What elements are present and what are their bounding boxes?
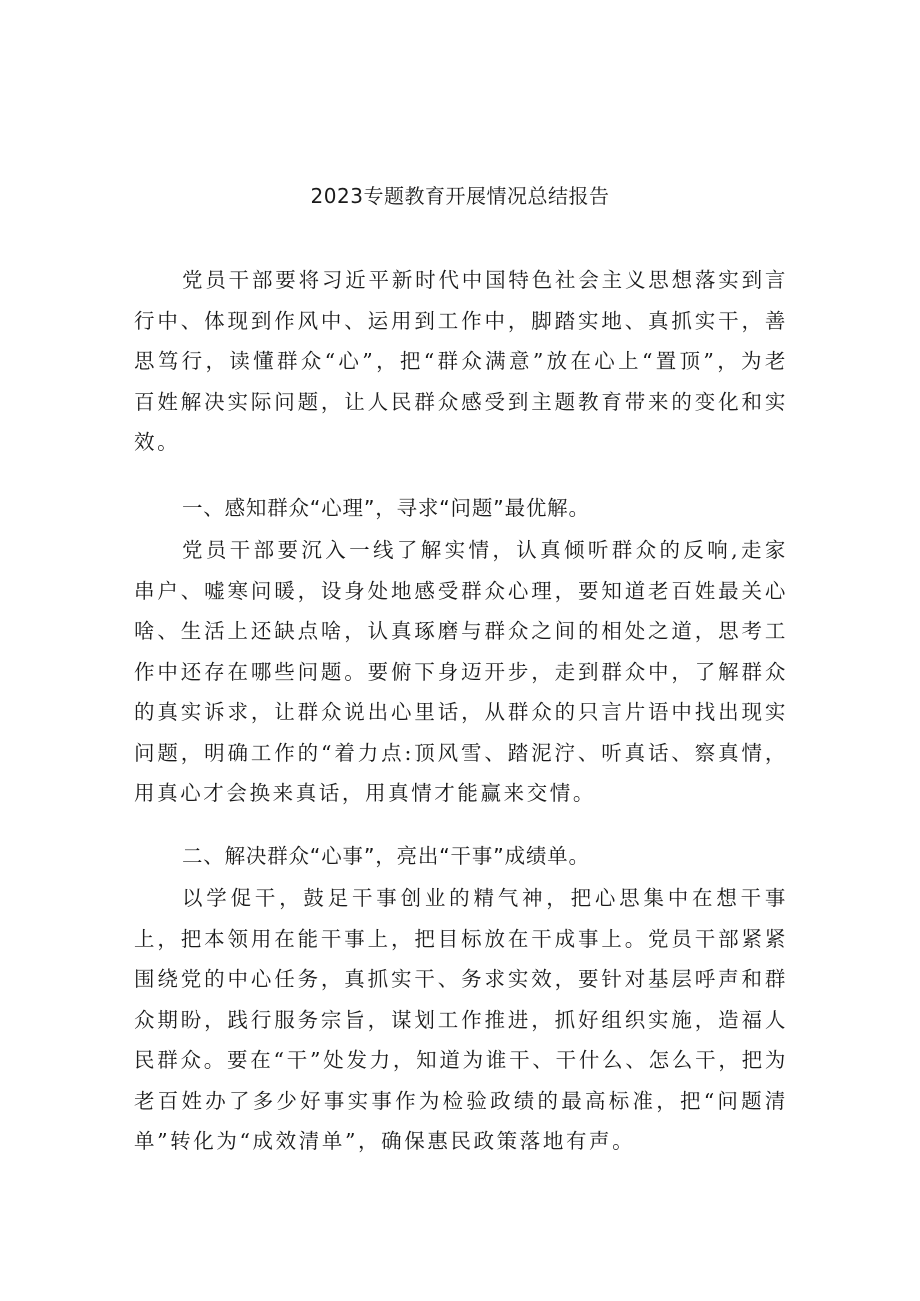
section-one-paragraph: 党员干部要沉入一线了解实情，认真倾听群众的反响,走家串户、嘘寒问暖，设身处地感受群众心理，要知道老百姓最关心啥、生活上还缺点啥，认真琢磨与群众之间的相处之道，思考工作中还存在哪些问题。要俯下身迈开步，走到群众中，了解群众的真实诉求，让群众说出心里话，从群众的只言片语中找出现实问题，明确工作的“着力点:顶风雪、踏泥泞、听真话、察真情，用真心才会换来真话，用真情才能赢来交情。 <box>134 538 788 805</box>
section-two-heading: 二、解决群众“心事”，亮出“干事”成绩单。 <box>182 844 590 868</box>
section-two-paragraph: 以学促干，鼓足干事创业的精气神，把心思集中在想干事上，把本领用在能干事上，把目标放在干成事上。党员干部紧紧围绕党的中心任务，真抓实干、务求实效，要针对基层呼声和群众期盼，践行服务宗旨，谋划工作推进，抓好组织实施，造福人民群众。要在“干”处发力，知道为谁干、干什么、怎么干，把为老百姓办了多少好事实事作为检验政绩的最高标准，把“问题清单”转化为“成效清单”，确保惠民政策落地有声。 <box>134 886 788 1153</box>
intro-paragraph: 党员干部要将习近平新时代中国特色社会主义思想落实到言行中、体现到作风中、运用到工作中，脚踏实地、真抓实干，善思笃行，读懂群众“心”，把“群众满意”放在心上“置顶”，为老百姓解决实际问题，让人民群众感受到主题教育带来的变化和实效。 <box>134 268 788 454</box>
section-one-heading: 一、感知群众“心理”，寻求“问题”最优解。 <box>182 496 590 520</box>
document-title: 2023专题教育开展情况总结报告 <box>310 184 610 208</box>
